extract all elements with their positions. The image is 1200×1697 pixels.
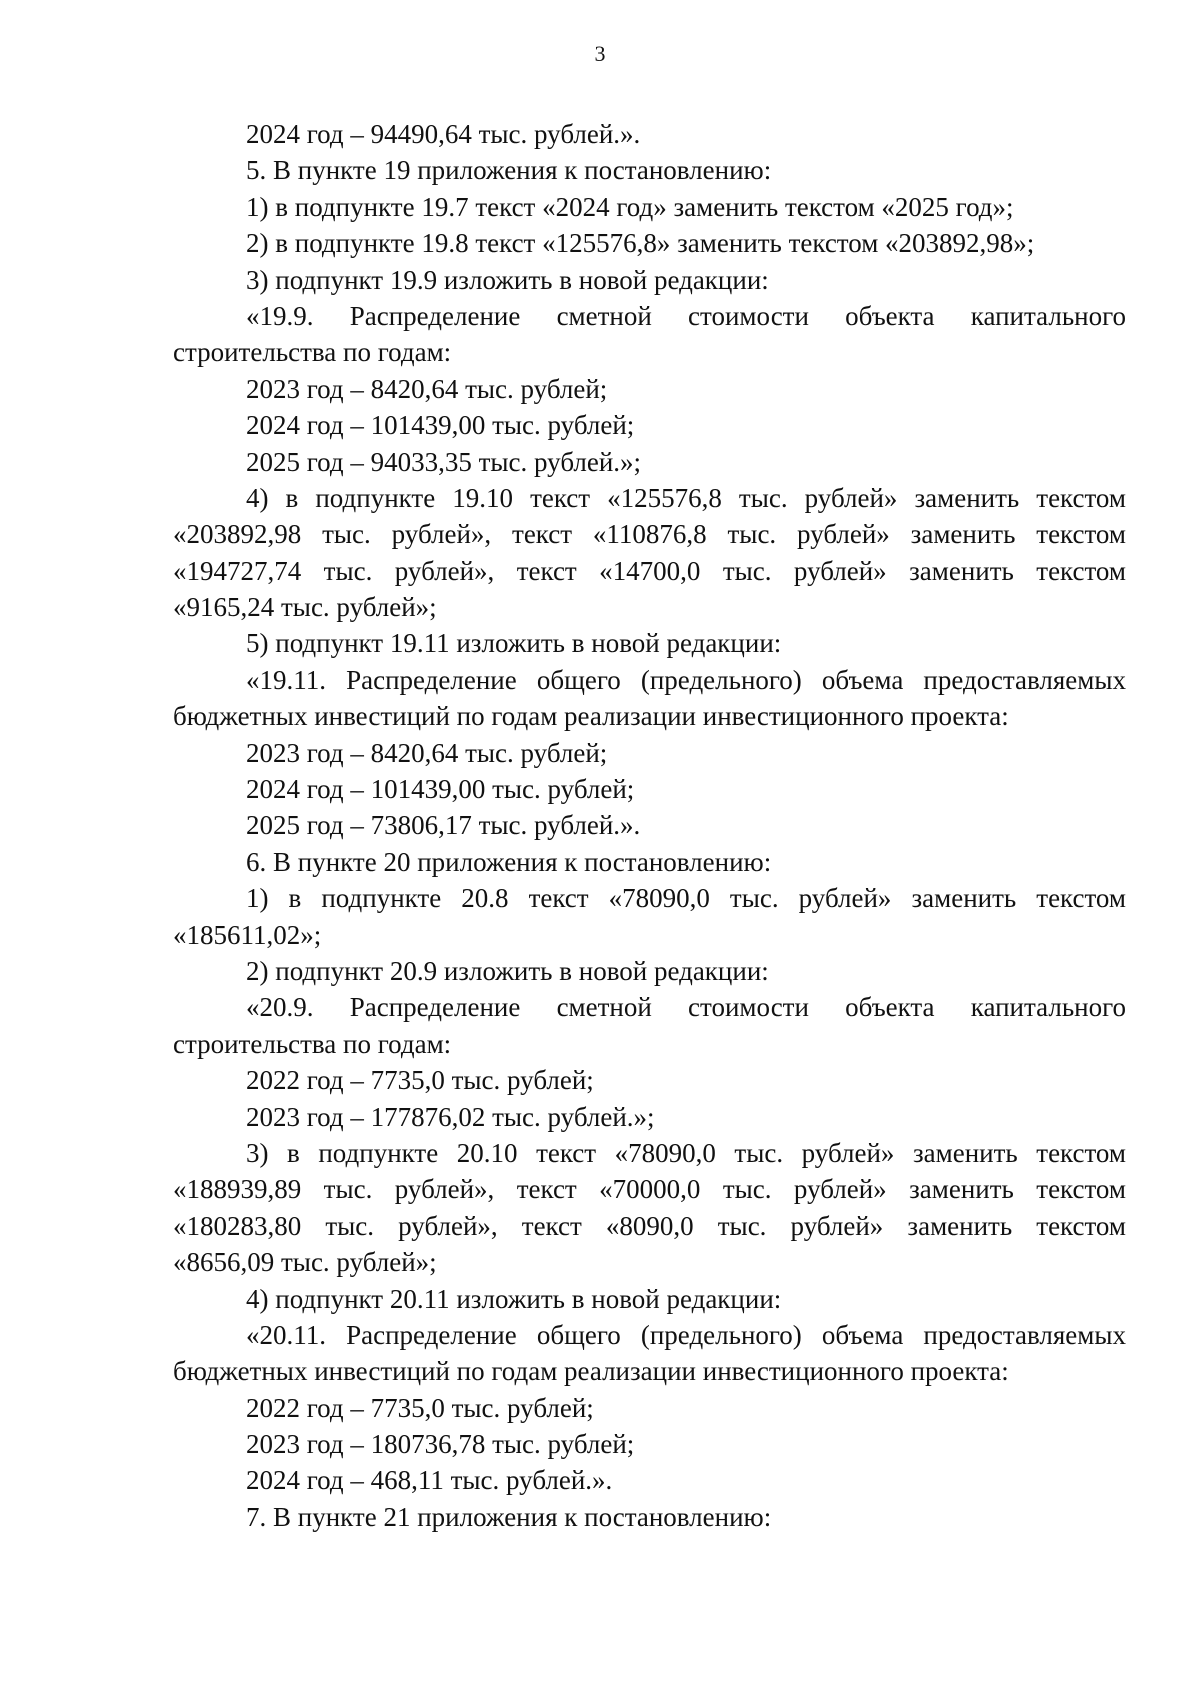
text-line: «188939,89 тыс. рублей», текст «70000,0 тыс. рублей» заменить текстом (173, 1174, 1126, 1205)
text-line: бюджетных инвестиций по годам реализации инвестиционного проекта: (173, 701, 1009, 732)
document-body (173, 116, 1126, 1535)
text-line: 2023 год – 180736,78 тыс. рублей; (246, 1429, 635, 1460)
text-line: «9165,24 тыс. рублей»; (173, 592, 437, 623)
text-line: «8656,09 тыс. рублей»; (173, 1247, 437, 1278)
text-line: 5) подпункт 19.11 изложить в новой редакции: (246, 628, 782, 659)
text-line: 2022 год – 7735,0 тыс. рублей; (246, 1065, 594, 1096)
text-line: 2024 год – 101439,00 тыс. рублей; (246, 774, 635, 805)
text-line: 2025 год – 94033,35 тыс. рублей.»; (246, 446, 642, 477)
text-line: 1) в подпункте 20.8 текст «78090,0 тыс. рублей» заменить текстом (246, 883, 1126, 914)
text-line: 2) подпункт 20.9 изложить в новой редакции: (246, 955, 769, 986)
text-line: 3) в подпункте 20.10 текст «78090,0 тыс. рублей» заменить текстом (246, 1137, 1126, 1168)
text-line: бюджетных инвестиций по годам реализации инвестиционного проекта: (173, 1356, 1009, 1387)
text-line: 2) в подпункте 19.8 текст «125576,8» заменить текстом «203892,98»; (246, 228, 1035, 259)
text-line: 7. В пункте 21 приложения к постановлению: (246, 1501, 772, 1532)
text-line: 5. В пункте 19 приложения к постановлению: (246, 155, 772, 186)
text-line: 2024 год – 468,11 тыс. рублей.». (246, 1465, 613, 1496)
text-line: строительства по годам: (173, 1028, 452, 1059)
text-line: 2025 год – 73806,17 тыс. рублей.». (246, 810, 641, 841)
text-line: 6. В пункте 20 приложения к постановлению: (246, 846, 772, 877)
text-line: «19.11. Распределение общего (предельного) объема предоставляемых (246, 664, 1126, 695)
text-line: «180283,80 тыс. рублей», текст «8090,0 тыс. рублей» заменить текстом (173, 1210, 1126, 1241)
text-line: 3) подпункт 19.9 изложить в новой редакции: (246, 264, 769, 295)
text-line: 1) в подпункте 19.7 текст «2024 год» заменить текстом «2025 год»; (246, 191, 1014, 222)
text-line: 2024 год – 101439,00 тыс. рублей; (246, 410, 635, 441)
text-line: 4) в подпункте 19.10 текст «125576,8 тыс. рублей» заменить текстом (246, 482, 1126, 513)
text-line: «194727,74 тыс. рублей», текст «14700,0 тыс. рублей» заменить текстом (173, 555, 1126, 586)
page-number: 3 (594, 41, 606, 66)
text-line: «203892,98 тыс. рублей», текст «110876,8 тыс. рублей» заменить текстом (173, 519, 1126, 550)
text-line: «185611,02»; (173, 919, 322, 950)
text-line: 2023 год – 8420,64 тыс. рублей; (246, 373, 608, 404)
text-line: «20.9. Распределение сметной стоимости объекта капитального (246, 992, 1126, 1023)
text-line: 4) подпункт 20.11 изложить в новой редакции: (246, 1283, 782, 1314)
text-line: «19.9. Распределение сметной стоимости объекта капитального (246, 300, 1126, 331)
text-line: 2024 год – 94490,64 тыс. рублей.». (246, 119, 641, 149)
text-line: «20.11. Распределение общего (предельного) объема предоставляемых (246, 1319, 1126, 1350)
text-line: 2023 год – 177876,02 тыс. рублей.»; (246, 1101, 655, 1132)
text-line: строительства по годам: (173, 337, 452, 368)
text-line: 2023 год – 8420,64 тыс. рублей; (246, 737, 608, 768)
text-line: 2022 год – 7735,0 тыс. рублей; (246, 1392, 594, 1423)
